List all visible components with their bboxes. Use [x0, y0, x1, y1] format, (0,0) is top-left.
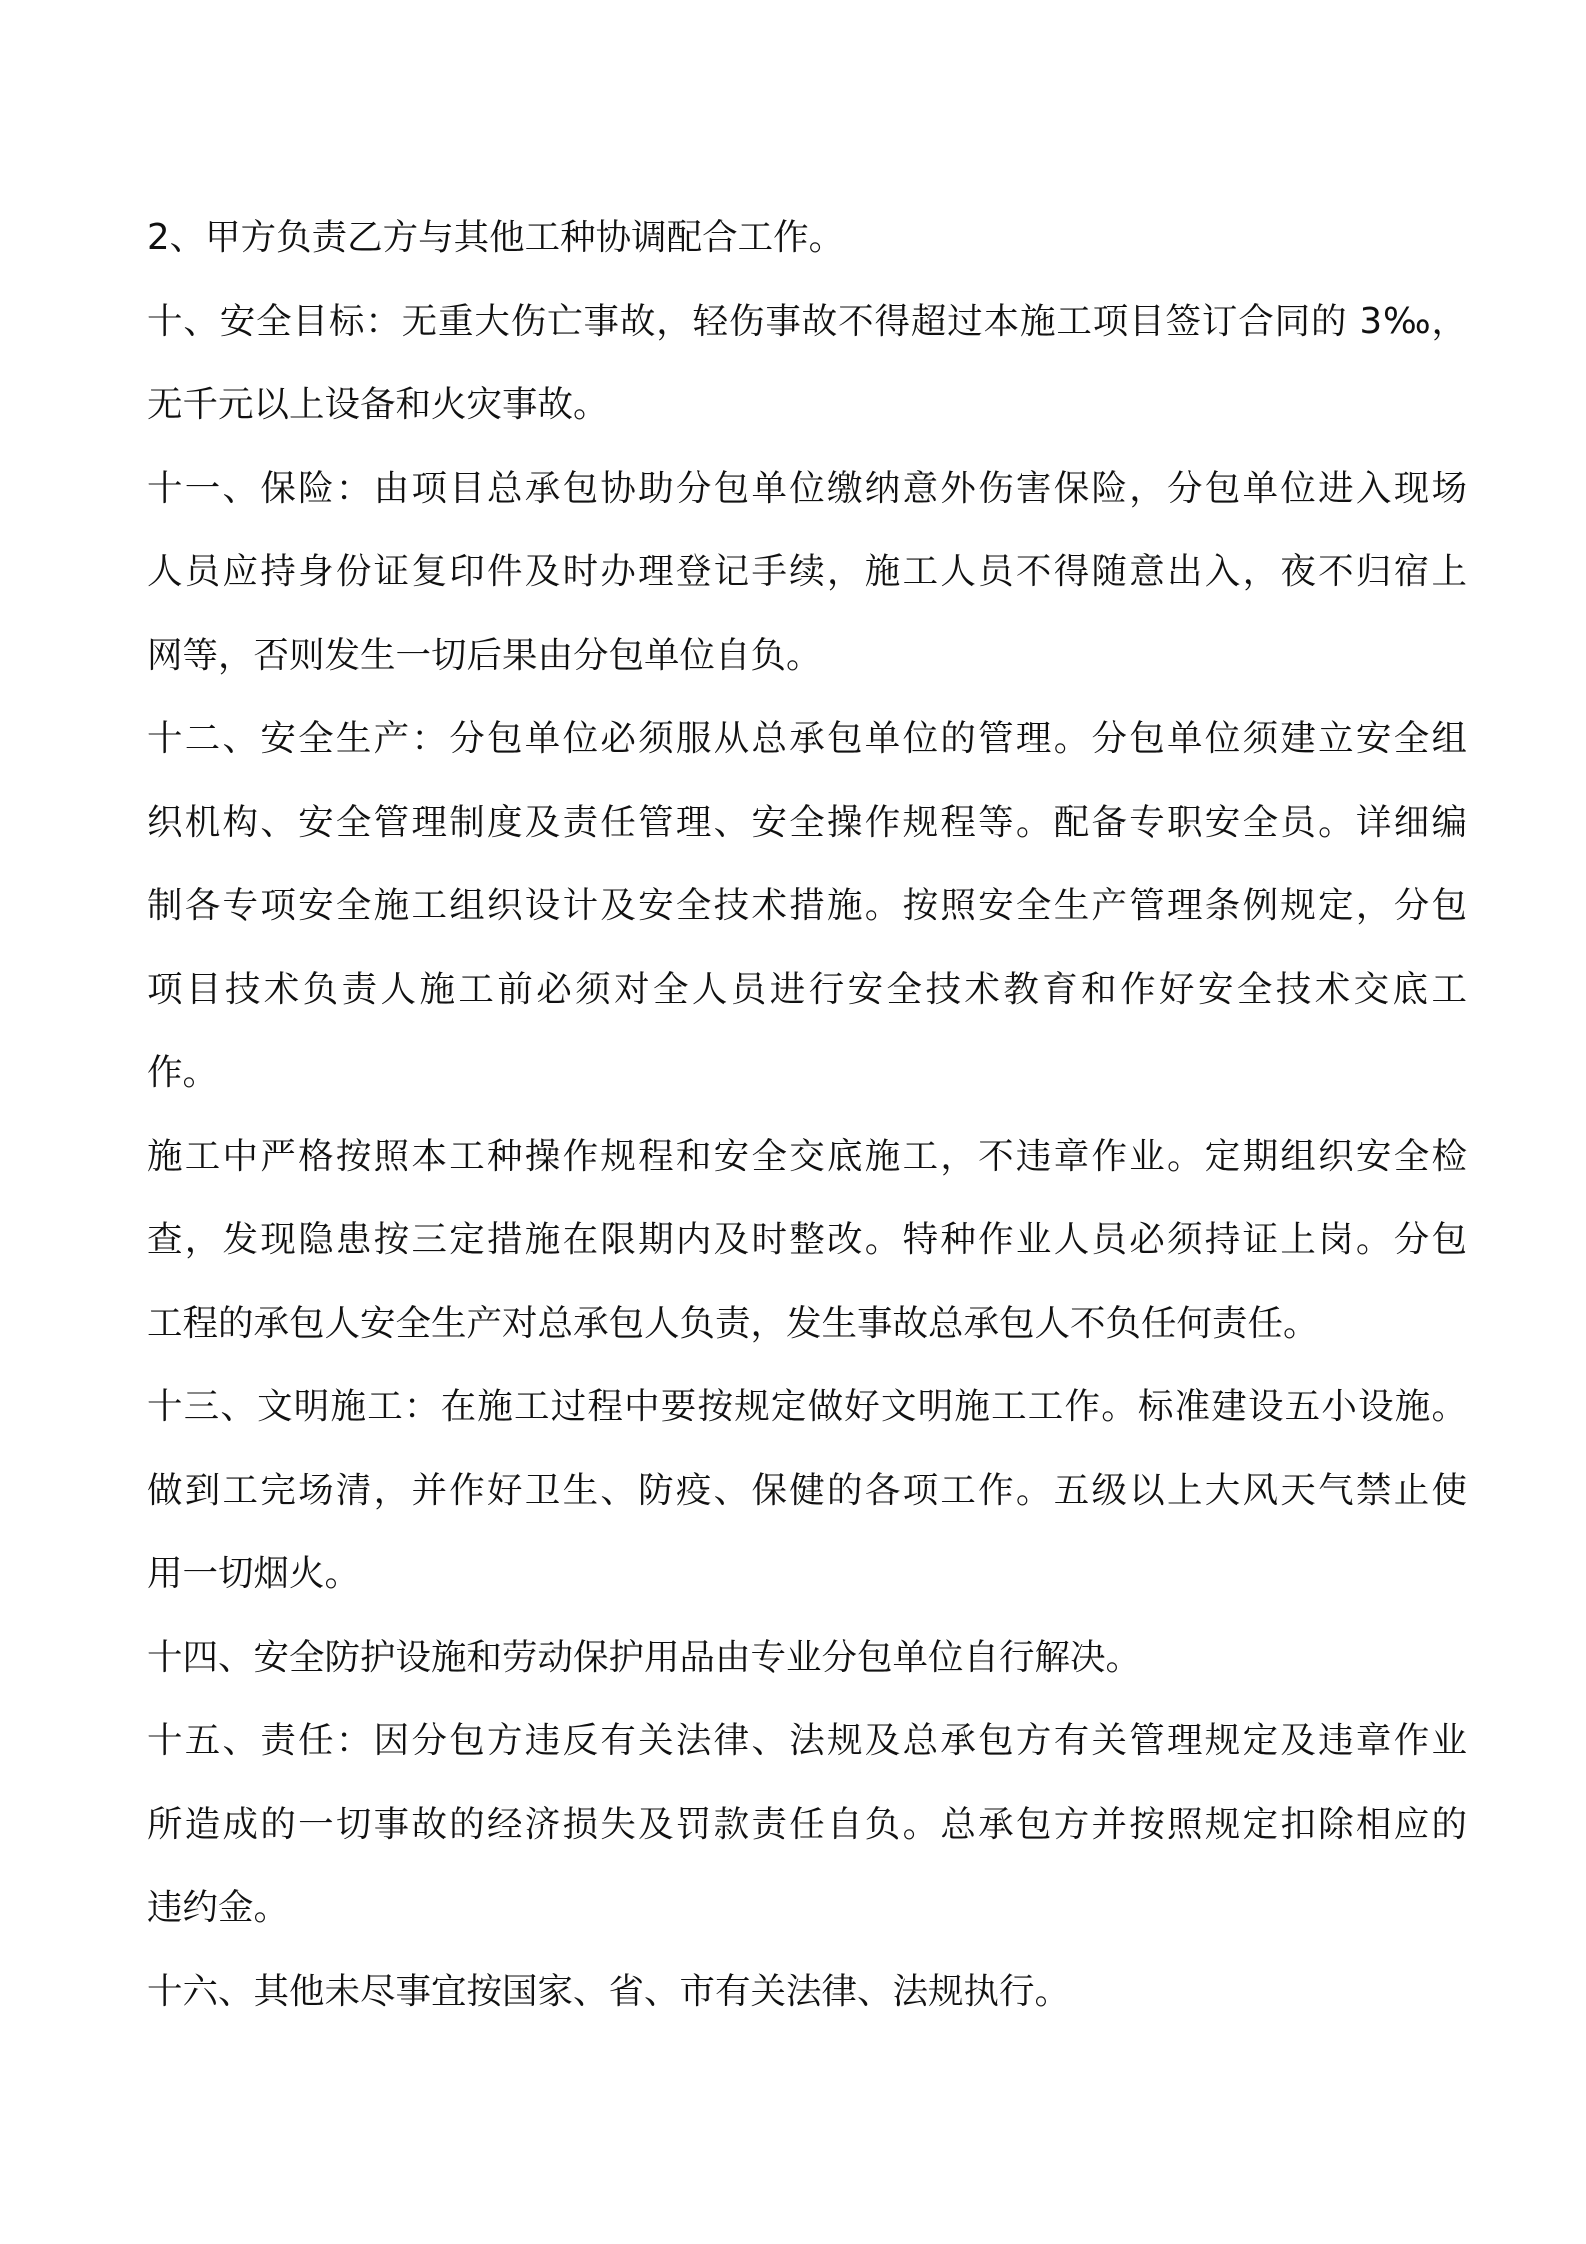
text-line: 2、甲方负责乙方与其他工种协调配合工作。	[147, 217, 845, 258]
text-line: 十二、安全生产：分包单位必须服从总承包单位的管理。分包单位须建立安全组	[147, 718, 1467, 759]
text-line: 十三、文明施工：在施工过程中要按规定做好文明施工工作。标准建设五小设施。	[147, 1386, 1467, 1427]
paragraph-safe-production	[147, 697, 1467, 1115]
text-line: 十四、安全防护设施和劳动保护用品由专业分包单位自行解决。	[147, 1636, 1142, 1678]
paragraph-insurance	[147, 447, 1467, 698]
text-line: 查，发现隐患按三定措施在限期内及时整改。特种作业人员必须持证上岗。分包	[147, 1219, 1467, 1260]
text-line: 网等，否则发生一切后果由分包单位自负。	[147, 634, 822, 676]
paragraph-construction-rules	[147, 1115, 1467, 1366]
document-body	[147, 196, 1467, 2033]
text-line: 十、安全目标：无重大伤亡事故，轻伤事故不得超过本施工项目签订合同的 3‰，	[147, 300, 1467, 342]
text-line: 所造成的一切事故的经济损失及罚款责任自负。总承包方并按照规定扣除相应的	[147, 1803, 1467, 1845]
text-line: 施工中严格按照本工种操作规程和安全交底施工，不违章作业。定期组织安全检	[147, 1135, 1467, 1177]
text-line: 违约金。	[147, 1887, 290, 1928]
text-line: 无千元以上设备和火灾事故。	[147, 384, 609, 425]
text-line: 项目技术负责人施工前必须对全人员进行安全技术教育和作好安全技术交底工	[147, 968, 1467, 1010]
text-line: 工程的承包人安全生产对总承包人负责，发生事故总承包人不负任何责任。	[147, 1302, 1319, 1344]
text-line: 做到工完场清，并作好卫生、防疫、保健的各项工作。五级以上大风天气禁止使	[147, 1469, 1467, 1511]
text-line: 十一、保险：由项目总承包协助分包单位缴纳意外伤害保险，分包单位进入现场	[147, 467, 1467, 509]
text-line: 人员应持身份证复印件及时办理登记手续，施工人员不得随意出入，夜不归宿上	[147, 551, 1467, 592]
paragraph-safety-goal	[147, 280, 1467, 447]
text-line: 十五、责任：因分包方违反有关法律、法规及总承包方有关管理规定及违章作业	[147, 1720, 1467, 1761]
text-line: 织机构、安全管理制度及责任管理、安全操作规程等。配备专职安全员。详细编	[147, 801, 1467, 843]
text-line: 制各专项安全施工组织设计及安全技术措施。按照安全生产管理条例规定，分包	[147, 885, 1467, 926]
text-line: 用一切烟火。	[147, 1553, 361, 1594]
text-line: 作。	[147, 1052, 219, 1093]
paragraph-civilized	[147, 1365, 1467, 1616]
paragraph-liability	[147, 1699, 1467, 1950]
paragraph-coordination	[147, 196, 1467, 280]
paragraph-protection	[147, 1616, 1467, 1700]
text-line: 十六、其他未尽事宜按国家、省、市有关法律、法规执行。	[147, 1970, 1071, 2012]
paragraph-other	[147, 1950, 1467, 2034]
